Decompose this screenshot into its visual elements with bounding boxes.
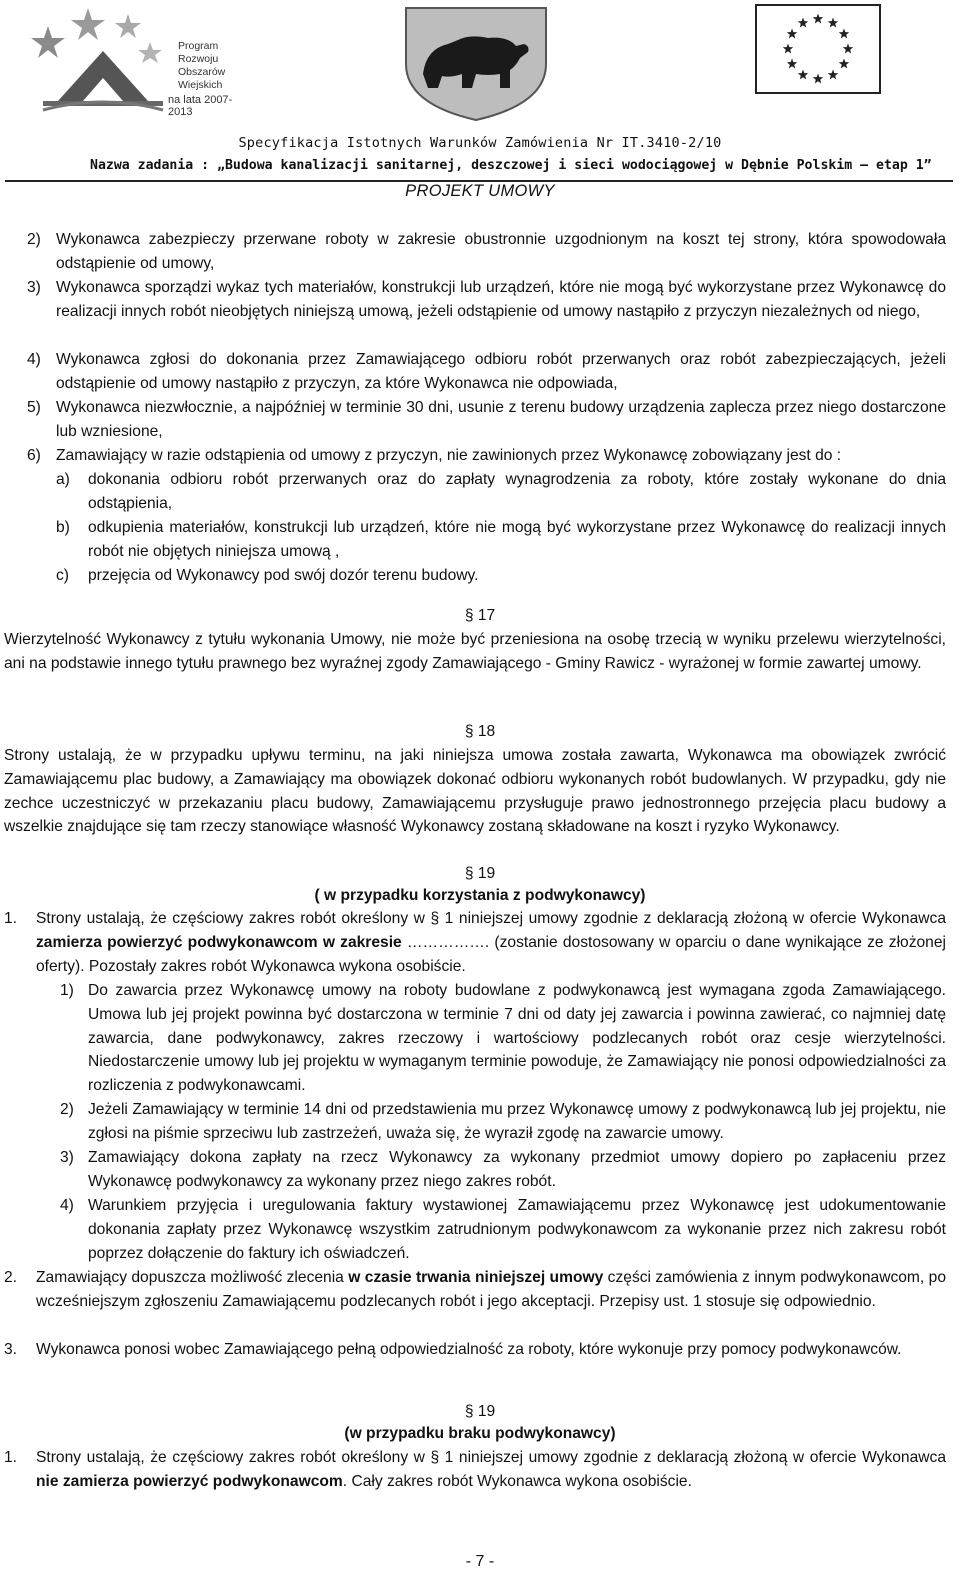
list-item-text: Wykonawca niezwłocznie, a najpóźniej w terminie 30 dni, usunie z terenu budowy urządzenia zaplecza przez niego dostarczone lub wzniesione, [56, 399, 946, 440]
list-item-number: 1) [60, 982, 74, 999]
section-19-heading: § 19 [464, 865, 496, 882]
list-item-number: 3) [27, 279, 41, 296]
list-item-number: 5) [27, 399, 41, 416]
list-item-text: Wykonawca sporządzi wykaz tych materiałów, konstrukcji lub urządzeń, które nie mogą być wykorzystane przez Wykonawcę do realizacji innych robót nieobjętych niniejszą umową, jeżeli odstąpienie od umowy nastąpiło z przyczyn niezależnych od niego, [56, 279, 946, 320]
prow-line: Rozwoju [178, 53, 219, 65]
text-run: . Cały zakres robót Wykonawca wykona osobiście. [342, 1472, 692, 1490]
sub-item-letter: b) [56, 519, 70, 536]
bold-text-run: nie zamierza powierzyć podwykonawcom [36, 1472, 343, 1490]
sub-item-text: odkupienia materiałów, konstrukcji lub urządzeń, które nie mogą być wykorzystane przez Wykonawcę do realizacji innych robót nie objętych niniejsza umową , [88, 519, 946, 560]
eu-flag-icon [755, 4, 881, 94]
text-run: ……………. (zostanie dostosowany w oparciu o dane wynikające ze złożonej oferty). Pozostały zakres robót Wykonawca wykona osobiście. [36, 933, 946, 975]
prow-line: Wiejskich [178, 79, 223, 91]
bold-text-run: zamierza powierzyć podwykonawcom w zakresie [36, 933, 402, 951]
list-item-number: 6) [27, 447, 41, 464]
sub-item-letter: a) [56, 471, 70, 488]
task-name: Nazwa zadania : „Budowa kanalizacji sanitarnej, deszczowej i sieci wodociągowej w Dębnie Polskim – etap 1” [90, 158, 932, 173]
text-run: Zamawiający dopuszcza możliwość zlecenia [36, 1269, 349, 1286]
list-item-text: Zamawiający dokona zapłaty na rzecz Wykonawcy za wykonany przedmiot umowy dopiero po zapłaceniu przez Wykonawcę podwykonawcy za wykonany przez niego zakres robót. [88, 1149, 946, 1190]
prow-line: Program [178, 40, 219, 52]
bold-text-run: w czasie trwania niniejszej umowy [348, 1269, 604, 1286]
page-number: - 7 - [465, 1553, 495, 1570]
list-item-text: Wykonawca zgłosi do dokonania przez Zamawiającego odbioru robót przerwanych oraz robót zabezpieczających, jeżeli odstąpienie od umowy nastąpiło z przyczyn, za które Wykonawca nie odpowiada, [56, 351, 946, 392]
sub-item-letter: c) [56, 567, 69, 584]
list-item-text-content: Wykonawca zabezpieczy przerwane roboty w zakresie obustronnie uzgodnionym na koszt tej strony, która spowodowała odstąpienie od umowy, [56, 231, 946, 272]
list-item-text [56, 228, 946, 276]
list-item-number: 4) [60, 1197, 74, 1214]
list-item-text: Do zawarcia przez Wykonawcę umowy na roboty budowlane z podwykonawcą jest wymagana zgoda Zamawiającego. Umowa lub jej projekt powinna być dostarczona w terminie 7 dni od daty jej zawarcia i powinna zawierać, co najmniej datę zawarcia, dane podwykonawcy, zakres rzeczowy i wartościowy podzlecanych robót oraz cesje wierzytelności. Niedostarczenie umowy lub jej projektu w wymaganym terminie powoduje, że Zamawiający nie ponosi odpowiedzialności za rozliczenia z podwykonawcami. [88, 982, 946, 1095]
list-item-number: 4) [27, 351, 41, 368]
prow-years: na lata 2007-2013 [168, 94, 233, 118]
section-17-heading: § 17 [464, 607, 496, 624]
document-label: PROJEKT UMOWY [405, 182, 555, 200]
prow-logo [28, 6, 248, 116]
list-item-text: Warunkiem przyjęcia i uregulowania faktury wystawionej Zamawiającemu przez Wykonawcę jest udokumentowanie dokonania zapłaty przez Wykonawcę wszystkim zatrudnionym podwykonawcom za wykonanie przez nich zakresu robót poprzez dołączenie do faktury ich oświadczeń. [88, 1197, 946, 1262]
coat-of-arms-bear-icon [398, 4, 554, 122]
paragraph-text [36, 1266, 946, 1314]
section-19-subheading: ( w przypadku korzystania z podwykonawcy) [314, 887, 646, 904]
sub-item-text: przejęcia od Wykonawcy pod swój dozór terenu budowy. [88, 567, 479, 584]
prow-line: Obszarów [178, 66, 226, 78]
section-19b-heading: § 19 [464, 1403, 496, 1420]
paragraph-text [36, 1446, 946, 1494]
section-18-text: Strony ustalają, że w przypadku upływu terminu, na jaki niniejsza umowa została zawarta, Wykonawca ma obowiązek zwrócić Zamawiającemu plac budowy, a Zamawiający ma obowiązek dokonać odbioru wykonanych robót budowlanych. W przypadku, gdy nie zechce uczestniczyć w przekazaniu placu budowy, Zamawiającemu przysługuje prawo jednostronnego przejęcia placu budowy a wszelkie znajdujące się tam rzeczy stanowiące własność Wykonawcy zostaną składowane na koszt i ryzyko Wykonawcy. [4, 747, 946, 836]
paragraph-number: 2. [4, 1269, 18, 1286]
section-18-heading: § 18 [464, 723, 496, 740]
list-item-number: 2) [60, 1101, 74, 1118]
section-17-text: Wierzytelność Wykonawcy z tytułu wykonania Umowy, nie może być przeniesiona na osobę trzecią w wyniku przelewu wierzytelności, ani na podstawie innego tytułu prawnego bez wyraźnej zgody Zamawiającego - Gminy Rawicz - wyrażonej w formie zawartej umowy. [4, 631, 946, 672]
text-run: Strony ustalają, że częściowy zakres robót określony w § 1 niniejszej umowy zgodnie z deklaracją złożoną w ofercie Wykonawca [36, 910, 946, 927]
list-item-number: 3) [60, 1149, 74, 1166]
list-item-text: Jeżeli Zamawiający w terminie 14 dni od przedstawienia mu przez Wykonawcę umowy z podwykonawcą lub jej projektu, nie zgłosi na piśmie sprzeciwu lub zastrzeżeń, uważa się, że wyraził zgodę na zawarcie umowy. [88, 1101, 946, 1142]
list-item-text: Zamawiający w razie odstąpienia od umowy z przyczyn, nie zawinionych przez Wykonawcę zobowiązany jest do : [56, 447, 842, 464]
paragraph-number: 1. [4, 1449, 18, 1466]
text-run: Strony ustalają, że częściowy zakres robót określony w § 1 niniejszej umowy zgodnie z deklaracją złożoną w ofercie Wykonawca [36, 1449, 946, 1466]
section-19b-subheading: (w przypadku braku podwykonawcy) [344, 1425, 616, 1442]
list-item-number: 2) [27, 231, 41, 248]
specification-number: Specyfikacja Istotnych Warunków Zamówienia Nr IT.3410-2/10 [238, 135, 722, 151]
paragraph-text [36, 907, 946, 978]
prow-emblem-icon [28, 6, 178, 116]
sub-item-text: dokonania odbioru robót przerwanych oraz do zapłaty wynagrodzenia za roboty, które zostały wykonane do dnia odstąpienia, [88, 471, 946, 512]
paragraph-text: Wykonawca ponosi wobec Zamawiającego pełną odpowiedzialność za roboty, które wykonuje przy pomocy podwykonawców. [36, 1341, 902, 1358]
prow-title [178, 40, 225, 92]
paragraph-number: 3. [4, 1341, 18, 1358]
page-header [0, 0, 960, 205]
paragraph-number: 1. [4, 910, 18, 927]
text-run: części zamówienia z innym podwykonawcom, po wcześniejszym zgłoszeniu Zamawiającemu podzlecanych robót i jego akceptacji. Przepisy ust. 1 stosuje się odpowiednio. [36, 1269, 946, 1310]
